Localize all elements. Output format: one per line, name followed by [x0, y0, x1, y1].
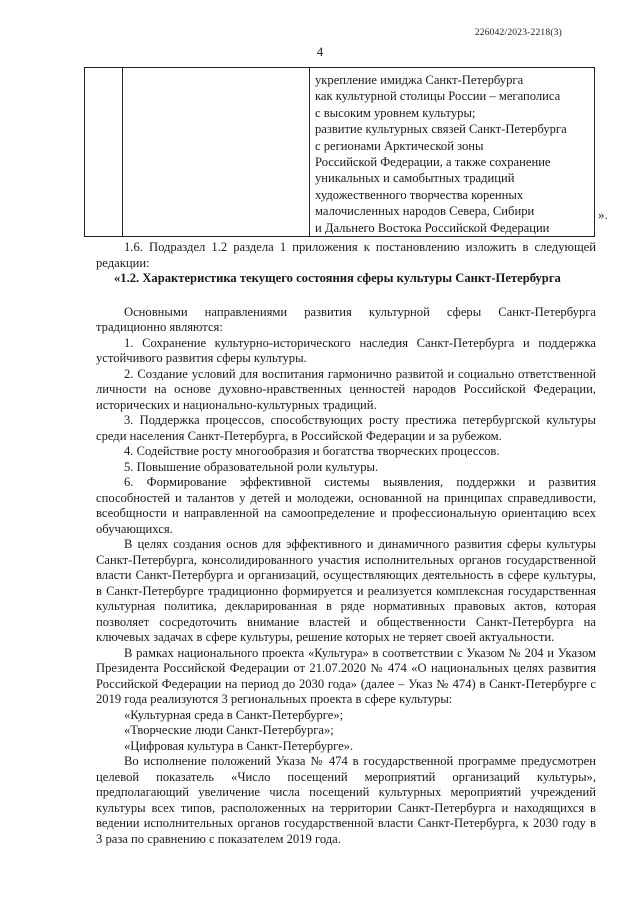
table-cell-empty-1	[85, 68, 123, 237]
paragraph-goals: В целях создания основ для эффективного и динамичного развития сферы культуры Санкт-Петербурга, консолидированного участия исполнительных органов государственной власти Санкт-Петербурга и организаций, осуществляющих деятельность в сфере культуры, в Санкт-Петербурге традиционно формируется и реализуется комплексная государственная культурная политика, декларированная в ряде нормативных правовых актов, которая позволяет сосредоточить внимание властей и общественности Санкт-Петербурга на ключевых задачах в сфере культуры, решение которых не теряет своей актуальности.	[96, 537, 596, 644]
paragraph-national-project: В рамках национального проекта «Культура» в соответствии с Указом № 204 и Указом Президента Российской Федерации от 21.07.2020 № 474 «О национальных целях развития Российской Федерации на период до 2030 года» (далее – Указ № 474) в Санкт-Петербурге с 2019 года реализуются 3 региональных проекта в сфере культуры:	[96, 645, 596, 706]
page-number: 4	[316, 44, 324, 59]
table-cell-line: с высоким уровнем культуры;	[315, 105, 476, 120]
closing-quote-mark: ».	[598, 207, 608, 222]
document-body	[96, 240, 596, 847]
list-item: «Культурная среда в Санкт-Петербурге»;	[124, 707, 344, 722]
table-cell-goals	[310, 68, 595, 237]
list-item: «Цифровая культура в Санкт-Петербурге».	[124, 738, 354, 753]
table-cell-line: с регионами Арктической зоны	[315, 138, 484, 153]
paragraph-decree: Во исполнение положений Указа № 474 в государственной программе предусмотрен целевой показатель «Число посещений мероприятий организаций культуры», предполагающий увеличение числа посещений культурных мероприятий учреждений культуры всех типов, расположенных на территории Санкт-Петербурга и находящихся в ведении исполнительных органов государственной власти Санкт-Петербурга, к 2030 году в 3 раза по сравнению с показателем 2019 года.	[96, 754, 596, 846]
list-item: «Творческие люди Санкт-Петербурга»;	[124, 723, 334, 737]
table-cell-line: малочисленных народов Севера, Сибири	[315, 204, 535, 219]
table-cell-line: Российской Федерации, а также сохранение	[315, 155, 551, 170]
table-cell-line: художественного творчества коренных	[315, 187, 524, 202]
table-cell-line: развитие культурных связей Санкт-Петербурга	[315, 122, 567, 137]
table-cell-line: и Дальнего Востока Российской Федерации	[315, 220, 550, 235]
table-cell-line: уникальных и самобытных традиций	[315, 171, 515, 186]
list-item: 5. Повышение образовательной роли культуры.	[124, 459, 379, 474]
document-number: 226042/2023-2218(3)	[474, 28, 562, 38]
list-item: 3. Поддержка процессов, способствующих росту престижа петербургской культуры среди населения Санкт-Петербурга, в Российской Федерации и за рубежом.	[96, 413, 596, 443]
table-cell-line: как культурной столицы России – мегаполиса	[315, 89, 561, 104]
continuation-table	[84, 67, 595, 237]
list-item: 6. Формирование эффективной системы выявления, поддержки и развития способностей и талантов у детей и молодежи, основанной на принципах справедливости, всеобщности и направленной на самоопределение и профессиональную ориентацию всех обучающихся.	[96, 475, 596, 536]
table-cell-empty-2	[123, 68, 310, 237]
table-row	[85, 68, 595, 237]
paragraph-main-directions: Основными направлениями развития культурной сферы Санкт-Петербурга традиционно являются:	[96, 304, 596, 334]
list-item: 2. Создание условий для воспитания гармонично развитой и социально ответственной личности на основе духовно-нравственных ценностей народов Российской Федерации, исторических и национально-культурных традиций.	[96, 366, 596, 412]
table-cell-line: укрепление имиджа Санкт-Петербурга	[315, 73, 524, 87]
paragraph-intro: 1.6. Подраздел 1.2 раздела 1 приложения к постановлению изложить в следующей редакции:	[96, 240, 596, 270]
section-heading: «1.2. Характеристика текущего состояния сферы культуры Санкт-Петербурга	[114, 271, 561, 285]
list-item: 1. Сохранение культурно-исторического наследия Санкт-Петербурга и поддержка устойчивого развития сферы культуры.	[96, 335, 596, 365]
list-item: 4. Содействие росту многообразия и богатства творческих процессов.	[124, 444, 500, 458]
